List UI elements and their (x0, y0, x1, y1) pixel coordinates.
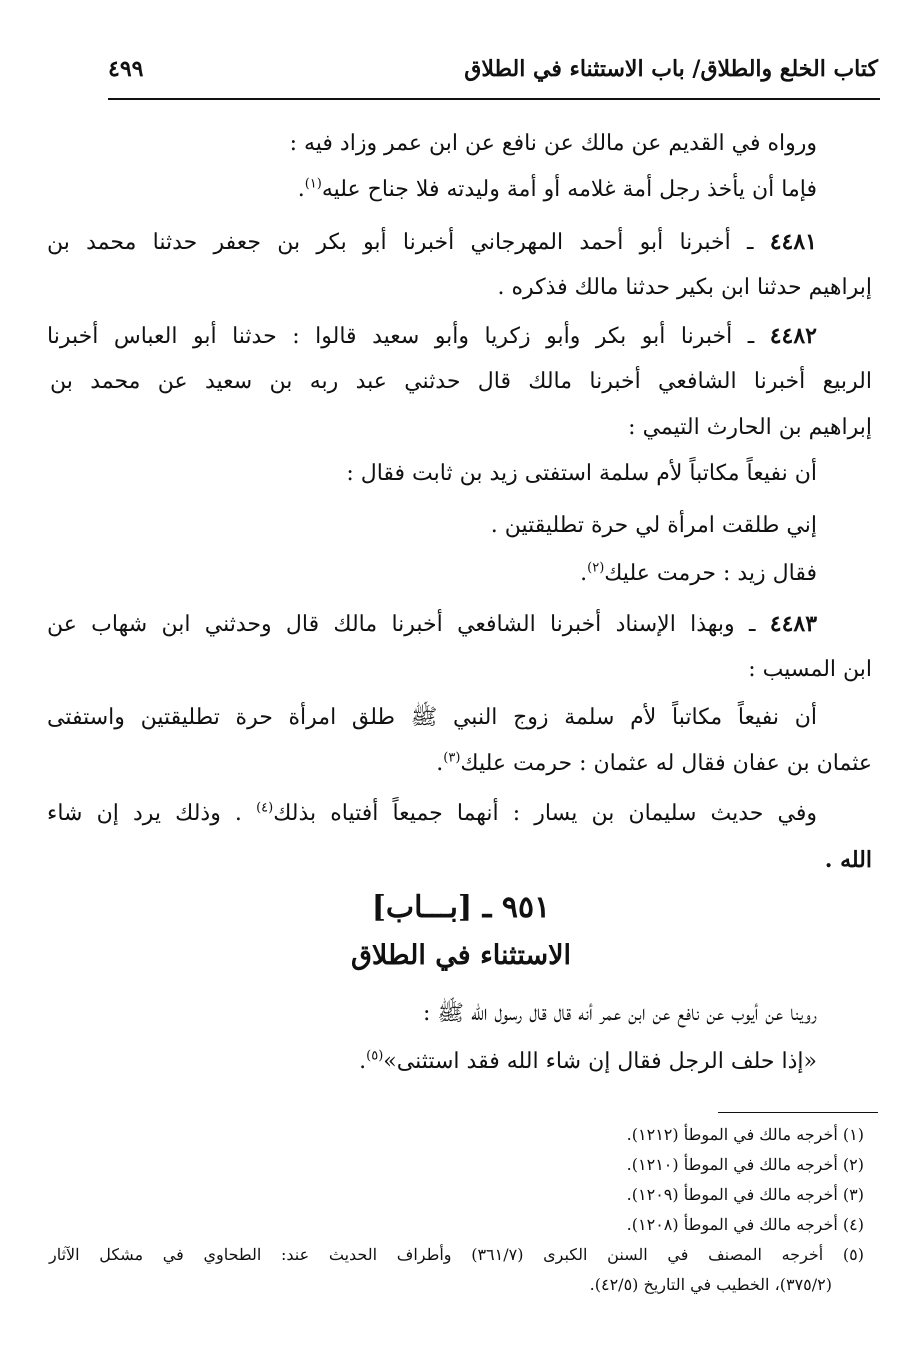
running-header (108, 52, 878, 92)
line-text: عثمان بن عفان فقال له عثمان : حرمت عليك (460, 751, 872, 776)
footnote-ref: (٣) (443, 750, 461, 766)
line-text: . وذلك يرد إن شاء (47, 801, 242, 826)
footnote-rule (718, 1112, 878, 1113)
text-line: فإما أن يأخذ رجل أمة غلامه أو أمة وليدته فلا جناح عليه$^{(١)}$. (297, 176, 817, 202)
line-text: ـ وبهذا الإسناد أخبرنا الشافعي أخبرنا مالك قال وحدثني ابن شهاب عن (47, 612, 756, 637)
footnote: (٣٧٥/٢)، الخطيب في التاريخ (٤٢/٥). (589, 1275, 832, 1294)
line-text: ورواه في القديم عن مالك عن نافع عن ابن عمر وزاد فيه : (289, 131, 817, 156)
line-text: إني طلقت امرأة لي حرة تطليقتين . (490, 513, 817, 538)
text-line: عثمان بن عفان فقال له عثمان : حرمت عليك$^{(٣)}$. (436, 750, 872, 776)
text-line (47, 700, 817, 736)
text-line (359, 1044, 817, 1080)
line-text: فإما أن يأخذ رجل أمة غلامه أو أمة وليدته فلا جناح عليه (321, 177, 817, 202)
footnote: (٢) أخرجه مالك في الموطأ (١٢١٠). (626, 1155, 864, 1174)
hadith-4481-line (47, 224, 817, 261)
line-text: ـ أخبرنا أبو أحمد المهرجاني أخبرنا أبو بكر بن جعفر حدثنا محمد بن (47, 230, 754, 255)
header-rule (108, 98, 880, 100)
page-number: ٤٩٩ (108, 56, 144, 82)
text-line (346, 456, 817, 492)
footnote-ref: (١) (304, 176, 322, 192)
footnote-ref: (٤) (256, 800, 274, 816)
footnote-ref: (٢) (587, 560, 605, 576)
header-title: كتاب الخلع والطلاق/ باب الاستثناء في الطلاق (464, 56, 878, 82)
line-text: روينا عن أيوب عن نافع عن ابن عمر أنه قال قال رسول الله ﷺ : (422, 1001, 817, 1026)
footnote: (١) أخرجه مالك في الموطأ (١٢١٢). (626, 1125, 864, 1144)
line-text: الله . (824, 847, 872, 873)
chapter-title: الاستثناء في الطلاق (350, 940, 572, 971)
line-text: ـ أخبرنا أبو بكر وأبو زكريا وأبو سعيد قالوا : حدثنا أبو العباس أخبرنا (47, 324, 755, 349)
text-line (50, 364, 872, 400)
hadith-number: ٤٤٨٣ (769, 611, 818, 637)
line-text: الربيع أخبرنا الشافعي أخبرنا مالك قال حدثني عبد ربه بن سعيد عن محمد بن (50, 369, 872, 394)
line-text: إبراهيم بن الحارث التيمي : (628, 415, 872, 440)
line-text: «إذا حلف الرجل فقال إن شاء الله فقد استثنى» (383, 1049, 817, 1074)
footnote-ref: (٥) (366, 1048, 384, 1064)
hadith-number: ٤٤٨٢ (769, 323, 817, 349)
chapter-number: ٩٥١ ـ [بـــاب] (371, 890, 551, 925)
footnote: (٤) أخرجه مالك في الموطأ (١٢٠٨). (626, 1215, 864, 1234)
text-line (825, 842, 872, 878)
text-line: فقال زيد : حرمت عليك$^{(٢)}$. (580, 560, 817, 586)
footnote: (٣) أخرجه مالك في الموطأ (١٢٠٩). (626, 1185, 864, 1204)
text-line (47, 796, 817, 832)
text-line (290, 126, 817, 162)
line-text: فقال زيد : حرمت عليك (604, 561, 817, 586)
text-line (423, 996, 817, 1032)
line-text: أن نفيعاً مكاتباً لأم سلمة زوج النبي ﷺ طلق امرأة حرة تطليقتين واستفتى (47, 705, 817, 730)
line-text: . (359, 1049, 367, 1074)
text-line (628, 410, 872, 446)
text-line (497, 270, 872, 306)
hadith-number: ٤٤٨١ (769, 229, 817, 255)
hadith-4483-line (47, 606, 817, 643)
line-text: ابن المسيب : (748, 657, 872, 682)
hadith-4482-line (47, 318, 817, 355)
footnote: (٥) أخرجه المصنف في السنن الكبرى (٣٦١/٧) وأطراف الحديث عند: الطحاوي في مشكل الآثار (49, 1245, 864, 1264)
line-text: أن نفيعاً مكاتباً لأم سلمة استفتى زيد بن ثابت فقال : (346, 461, 817, 486)
line-text: إبراهيم حدثنا ابن بكير حدثنا مالك فذكره . (497, 275, 872, 300)
line-text: وفي حديث سليمان بن يسار : أنهما جميعاً أفتياه بذلك (273, 801, 818, 826)
text-line (748, 652, 872, 688)
text-line (491, 508, 817, 544)
